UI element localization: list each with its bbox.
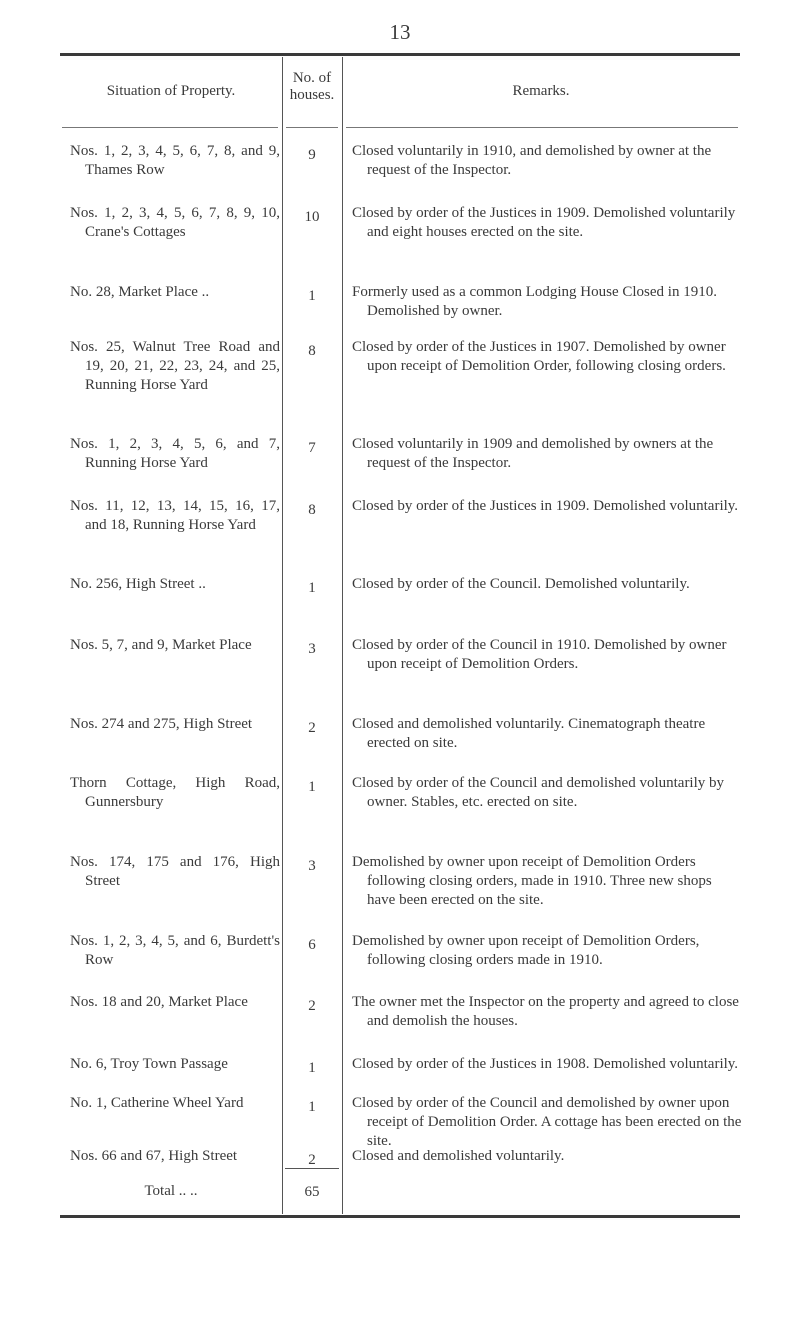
remarks-cell: Closed and demolished voluntarily. <box>352 1148 565 1164</box>
situation-cell: Nos. 1, 2, 3, 4, 5, 6, 7, 8, and 9, Thames Row <box>70 143 280 178</box>
remarks-cell: Demolished by owner upon receipt of Demolition Orders, following closing orders made in 1910. <box>352 933 700 968</box>
remarks-cell: Closed by order of the Justices in 1909. Demolished voluntarily. <box>352 498 739 514</box>
situation-cell: Nos. 25, Walnut Tree Road and 19, 20, 21, 22, 23, 24, and 25, Running Horse Yard <box>70 339 280 393</box>
houses-cell: 2 <box>308 720 316 736</box>
situation-cell: No. 6, Troy Town Passage <box>70 1056 228 1072</box>
header-underline <box>62 127 278 128</box>
situation-cell: Nos. 1, 2, 3, 4, 5, and 6, Burdett's Row <box>70 933 280 968</box>
situation-cell: Nos. 1, 2, 3, 4, 5, 6, and 7, Running Horse Yard <box>70 436 280 471</box>
situation-cell: Nos. 66 and 67, High Street <box>70 1148 238 1164</box>
remarks-cell: Formerly used as a common Lodging House Closed in 1910. Demolished by owner. <box>352 284 717 319</box>
houses-cell: 3 <box>308 858 316 874</box>
bottom-rule <box>60 1215 740 1218</box>
header-houses: No. of houses. <box>289 70 335 103</box>
houses-cell: 6 <box>308 937 316 953</box>
houses-cell: 3 <box>308 641 316 657</box>
houses-cell: 1 <box>308 1099 316 1115</box>
houses-cell: 1 <box>308 580 316 596</box>
situation-cell: Nos. 1, 2, 3, 4, 5, 6, 7, 8, 9, 10, Crane's Cottages <box>70 205 280 240</box>
remarks-cell: Closed by order of the Justices in 1908. Demolished voluntarily. <box>352 1056 739 1072</box>
remarks-cell: Closed by order of the Council and demolished voluntarily by owner. Stables, etc. erected on site. <box>352 775 725 810</box>
remarks-cell: Closed voluntarily in 1909 and demolished by owners at the request of the Inspector. <box>352 436 714 471</box>
houses-cell: 2 <box>308 1152 316 1168</box>
situation-cell: No. 28, Market Place .. <box>70 284 210 300</box>
situation-cell: No. 1, Catherine Wheel Yard <box>70 1095 244 1111</box>
situation-cell: Nos. 18 and 20, Market Place <box>70 994 248 1010</box>
total-value: 65 <box>304 1184 320 1200</box>
houses-cell: 1 <box>308 288 316 304</box>
remarks-cell: Closed voluntarily in 1910, and demolished by owner at the request of the Inspector. <box>352 143 712 178</box>
houses-cell: 7 <box>308 440 316 456</box>
houses-cell: 8 <box>308 502 316 518</box>
houses-cell: 10 <box>304 209 320 225</box>
situation-cell: Nos. 11, 12, 13, 14, 15, 16, 17, and 18, Running Horse Yard <box>70 498 280 533</box>
remarks-cell: Closed by order of the Council and demolished by owner upon receipt of Demolition Order. A cottage has been erected on the site. <box>352 1095 742 1149</box>
remarks-cell: Closed by order of the Council. Demolished voluntarily. <box>352 576 690 592</box>
column-divider <box>342 57 343 1214</box>
total-label: Total .. .. <box>144 1183 198 1199</box>
situation-cell: Nos. 274 and 275, High Street <box>70 716 253 732</box>
header-remarks: Remarks. <box>512 83 570 99</box>
total-underline <box>285 1168 339 1169</box>
remarks-cell: Closed and demolished voluntarily. Cinematograph theatre erected on site. <box>352 716 706 751</box>
situation-cell: Nos. 174, 175 and 176, High Street <box>70 854 280 889</box>
remarks-cell: Closed by order of the Justices in 1909. Demolished voluntarily and eight houses erected on the site. <box>352 205 736 240</box>
houses-cell: 1 <box>308 1060 316 1076</box>
remarks-cell: The owner met the Inspector on the property and agreed to close and demolish the houses. <box>352 994 739 1029</box>
situation-cell: No. 256, High Street .. <box>70 576 206 592</box>
situation-cell: Nos. 5, 7, and 9, Market Place <box>70 637 252 653</box>
page-number: 13 <box>389 20 411 44</box>
houses-cell: 2 <box>308 998 316 1014</box>
header-underline <box>286 127 338 128</box>
remarks-cell: Closed by order of the Council in 1910. Demolished by owner upon receipt of Demolition Orders. <box>352 637 727 672</box>
houses-cell: 8 <box>308 343 316 359</box>
top-rule <box>60 53 740 56</box>
remarks-cell: Demolished by owner upon receipt of Demolition Orders following closing orders, made in 1910. Three new shops have been erected on the site. <box>352 854 712 908</box>
situation-cell: Thorn Cottage, High Road, Gunnersbury <box>70 775 280 810</box>
remarks-cell: Closed by order of the Justices in 1907. Demolished by owner upon receipt of Demolition Order, following closing orders. <box>352 339 726 374</box>
header-underline <box>346 127 738 128</box>
column-divider <box>282 57 283 1214</box>
houses-cell: 1 <box>308 779 316 795</box>
header-situation: Situation of Property. <box>106 83 236 99</box>
houses-cell: 9 <box>308 147 316 163</box>
